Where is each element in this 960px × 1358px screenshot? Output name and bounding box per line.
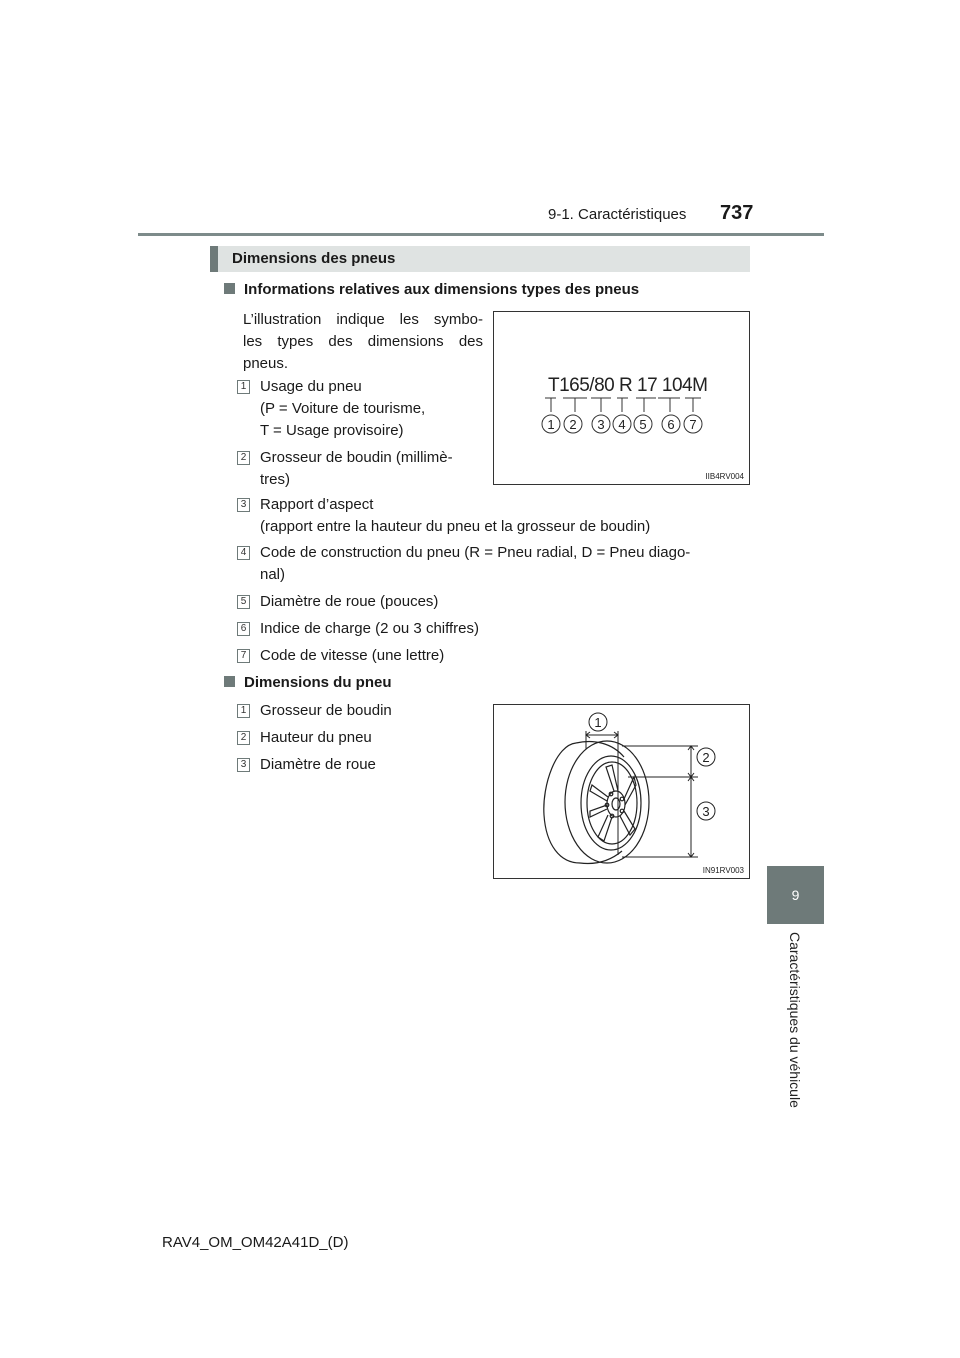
item-number-badge: 4	[237, 546, 250, 560]
list-item-line: Diamètre de roue (pouces)	[260, 593, 439, 610]
tire-code-figure	[493, 311, 750, 485]
callout-label: 3	[702, 804, 710, 819]
callout-label: 2	[569, 417, 577, 432]
square-bullet-icon	[224, 283, 235, 294]
list-item	[260, 376, 425, 442]
subsection-title-2	[224, 674, 392, 691]
figure-code: IN91RV003	[702, 866, 744, 875]
list-item	[260, 618, 479, 640]
list-item-line: tres)	[260, 471, 290, 488]
subsection-title-1	[224, 281, 639, 298]
list-item	[260, 494, 650, 538]
item-number-badge: 6	[237, 622, 250, 636]
list-item-line: (rapport entre la hauteur du pneu et la grosseur de boudin)	[260, 518, 651, 535]
list-item-line: Grosseur de boudin (millimè-	[260, 449, 453, 466]
callout-label: 4	[618, 417, 626, 432]
list-item-line: nal)	[260, 566, 286, 583]
list-item-line: Usage du pneu	[260, 378, 362, 395]
list-item-line: Hauteur du pneu	[260, 729, 372, 746]
section-title: Dimensions des pneus	[232, 250, 396, 267]
callout-label: 7	[689, 417, 697, 432]
item-number-badge: 2	[237, 451, 250, 465]
page-number: 737	[720, 202, 754, 224]
item-number-badge: 1	[237, 380, 250, 394]
list-item	[260, 727, 372, 749]
list-item-line: Code de construction du pneu (R = Pneu radial, D = Pneu diago-	[260, 544, 691, 561]
list-item-line: Indice de charge (2 ou 3 chiffres)	[260, 620, 480, 637]
callout-label: 3	[597, 417, 605, 432]
intro-line: L’illustration indique les symbo-	[243, 311, 483, 328]
item-number-badge: 1	[237, 704, 250, 718]
tire-code-callout-lines	[494, 312, 749, 484]
tire-dimensions-figure	[493, 704, 750, 879]
callout-label: 5	[639, 417, 647, 432]
list-item	[260, 700, 392, 722]
chapter-title-vertical	[785, 932, 805, 1122]
section-header	[210, 246, 750, 272]
callout-label: 1	[547, 417, 555, 432]
list-item	[260, 754, 376, 776]
list-item-line: T = Usage provisoire)	[260, 422, 404, 439]
square-bullet-icon	[224, 676, 235, 687]
list-item	[260, 645, 444, 667]
list-item-line: Diamètre de roue	[260, 756, 376, 773]
intro-line: les types des dimensions des	[243, 333, 483, 350]
list-item	[260, 447, 480, 491]
chapter-number: 9	[791, 887, 800, 903]
subsection-title-1-text: Informations relatives aux dimensions types des pneus	[244, 281, 640, 298]
callout-label: 2	[702, 750, 710, 765]
item-number-badge: 3	[237, 758, 250, 772]
subsection-title-2-text: Dimensions du pneu	[244, 674, 392, 691]
list-item	[260, 542, 690, 586]
list-item-line: Grosseur de boudin	[260, 702, 392, 719]
tire-illustration	[494, 705, 749, 878]
intro-paragraph	[243, 309, 483, 375]
tire-code-text: T165/80 R 17 104M	[548, 375, 708, 396]
list-item-line: Code de vitesse (une lettre)	[260, 647, 445, 664]
chapter-tab	[767, 866, 824, 924]
intro-line: pneus.	[243, 355, 289, 372]
list-item-line: (P = Voiture de tourisme,	[260, 400, 426, 417]
callout-label: 1	[594, 715, 602, 730]
item-number-badge: 5	[237, 595, 250, 609]
list-item	[260, 591, 438, 613]
chapter-title: Caractéristiques du véhicule	[787, 932, 803, 1108]
callout-label: 6	[667, 417, 675, 432]
header-rule	[138, 233, 824, 236]
item-number-badge: 2	[237, 731, 250, 745]
item-number-badge: 3	[237, 498, 250, 512]
figure-code: IIB4RV004	[705, 472, 744, 481]
item-number-badge: 7	[237, 649, 250, 663]
list-item-line: Rapport d’aspect	[260, 496, 374, 513]
document-code-footer: RAV4_OM_OM42A41D_(D)	[162, 1234, 349, 1251]
header-section-title: 9-1. Caractéristiques	[548, 206, 687, 223]
